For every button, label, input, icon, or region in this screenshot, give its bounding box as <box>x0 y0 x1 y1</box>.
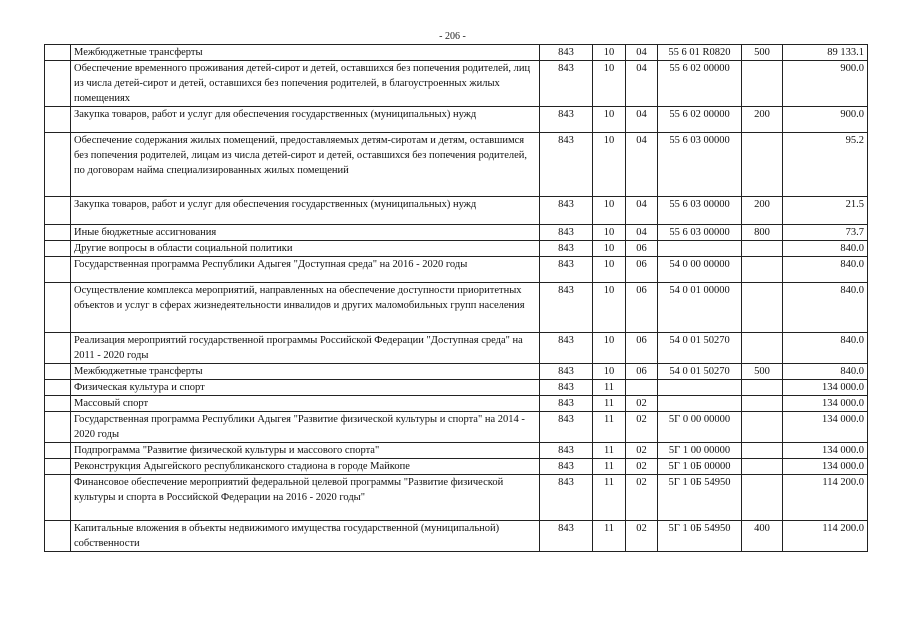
row-rz: 10 <box>593 333 626 364</box>
row-csr: 54 0 01 50270 <box>658 333 742 364</box>
row-vr <box>742 459 783 475</box>
row-pr: 06 <box>626 333 658 364</box>
row-number <box>45 521 71 552</box>
row-csr: 55 6 03 00000 <box>658 197 742 225</box>
row-pr: 02 <box>626 412 658 443</box>
row-amount: 840.0 <box>783 257 868 283</box>
row-pr: 04 <box>626 133 658 197</box>
row-rz: 11 <box>593 459 626 475</box>
row-rz: 10 <box>593 133 626 197</box>
row-number <box>45 225 71 241</box>
row-pr: 06 <box>626 283 658 333</box>
table-row <box>45 197 868 225</box>
table-row <box>45 107 868 133</box>
row-number <box>45 241 71 257</box>
row-pr: 04 <box>626 45 658 61</box>
row-name: Межбюджетные трансферты <box>71 364 540 380</box>
row-rz: 10 <box>593 257 626 283</box>
row-vr <box>742 133 783 197</box>
row-rz: 11 <box>593 475 626 521</box>
row-pr: 04 <box>626 107 658 133</box>
row-name: Физическая культура и спорт <box>71 380 540 396</box>
row-name: Осуществление комплекса мероприятий, направленных на обеспечение доступности приоритетных объектов и услуг в сферах жизнедеятельности инвалидов и других маломобильных групп населения <box>71 283 540 333</box>
row-ved: 843 <box>540 45 593 61</box>
row-csr <box>658 396 742 412</box>
row-csr: 5Г 1 0Б 00000 <box>658 459 742 475</box>
row-amount: 840.0 <box>783 333 868 364</box>
row-vr: 400 <box>742 521 783 552</box>
row-name: Другие вопросы в области социальной политики <box>71 241 540 257</box>
table-row <box>45 225 868 241</box>
row-pr: 06 <box>626 257 658 283</box>
row-vr <box>742 61 783 107</box>
row-pr: 04 <box>626 197 658 225</box>
row-csr: 54 0 01 00000 <box>658 283 742 333</box>
row-number <box>45 396 71 412</box>
row-name: Капитальные вложения в объекты недвижимого имущества государственной (муниципальной) собственности <box>71 521 540 552</box>
row-ved: 843 <box>540 521 593 552</box>
row-ved: 843 <box>540 475 593 521</box>
row-rz: 11 <box>593 443 626 459</box>
row-number <box>45 459 71 475</box>
row-number <box>45 283 71 333</box>
row-rz: 11 <box>593 521 626 552</box>
row-rz: 10 <box>593 197 626 225</box>
row-csr <box>658 241 742 257</box>
table-row <box>45 412 868 443</box>
row-number <box>45 197 71 225</box>
row-number <box>45 107 71 133</box>
row-rz: 11 <box>593 380 626 396</box>
row-name: Иные бюджетные ассигнования <box>71 225 540 241</box>
row-pr: 02 <box>626 396 658 412</box>
row-csr: 55 6 02 00000 <box>658 61 742 107</box>
table-row <box>45 396 868 412</box>
table-row <box>45 475 868 521</box>
row-pr: 02 <box>626 521 658 552</box>
row-name: Закупка товаров, работ и услуг для обеспечения государственных (муниципальных) нужд <box>71 197 540 225</box>
row-amount: 134 000.0 <box>783 396 868 412</box>
row-vr: 500 <box>742 45 783 61</box>
row-amount: 840.0 <box>783 364 868 380</box>
row-amount: 840.0 <box>783 241 868 257</box>
row-ved: 843 <box>540 380 593 396</box>
table-row <box>45 333 868 364</box>
row-rz: 11 <box>593 396 626 412</box>
row-csr <box>658 380 742 396</box>
row-amount: 134 000.0 <box>783 412 868 443</box>
row-rz: 11 <box>593 412 626 443</box>
row-vr: 500 <box>742 364 783 380</box>
row-name: Закупка товаров, работ и услуг для обеспечения государственных (муниципальных) нужд <box>71 107 540 133</box>
row-rz: 10 <box>593 225 626 241</box>
row-name: Подпрограмма "Развитие физической культуры и массового спорта" <box>71 443 540 459</box>
row-amount: 134 000.0 <box>783 380 868 396</box>
row-ved: 843 <box>540 396 593 412</box>
table-row <box>45 283 868 333</box>
row-amount: 21.5 <box>783 197 868 225</box>
row-amount: 840.0 <box>783 283 868 333</box>
row-vr <box>742 396 783 412</box>
row-csr: 55 6 03 00000 <box>658 225 742 241</box>
row-csr: 5Г 1 00 00000 <box>658 443 742 459</box>
table-row <box>45 521 868 552</box>
row-ved: 843 <box>540 257 593 283</box>
row-csr: 5Г 1 0Б 54950 <box>658 521 742 552</box>
row-ved: 843 <box>540 459 593 475</box>
row-vr <box>742 380 783 396</box>
table-row <box>45 45 868 61</box>
row-amount: 134 000.0 <box>783 459 868 475</box>
row-csr: 5Г 1 0Б 54950 <box>658 475 742 521</box>
row-pr: 02 <box>626 459 658 475</box>
row-ved: 843 <box>540 241 593 257</box>
row-vr: 800 <box>742 225 783 241</box>
row-pr: 06 <box>626 364 658 380</box>
row-rz: 10 <box>593 364 626 380</box>
table-row <box>45 61 868 107</box>
row-amount: 900.0 <box>783 107 868 133</box>
row-vr: 200 <box>742 107 783 133</box>
table-row <box>45 443 868 459</box>
row-rz: 10 <box>593 107 626 133</box>
row-number <box>45 412 71 443</box>
row-number <box>45 443 71 459</box>
row-ved: 843 <box>540 225 593 241</box>
row-csr: 55 6 02 00000 <box>658 107 742 133</box>
row-rz: 10 <box>593 241 626 257</box>
row-name: Государственная программа Республики Адыгея "Доступная среда" на 2016 - 2020 годы <box>71 257 540 283</box>
row-pr: 06 <box>626 241 658 257</box>
row-pr: 02 <box>626 443 658 459</box>
row-ved: 843 <box>540 107 593 133</box>
row-amount: 73.7 <box>783 225 868 241</box>
table-row <box>45 133 868 197</box>
row-amount: 114 200.0 <box>783 475 868 521</box>
row-name: Финансовое обеспечение мероприятий федеральной целевой программы "Развитие физической культуры и спорта в Российской Федерации на 2016 - 2020 годы" <box>71 475 540 521</box>
row-number <box>45 475 71 521</box>
row-ved: 843 <box>540 133 593 197</box>
row-number <box>45 133 71 197</box>
row-vr <box>742 241 783 257</box>
row-name: Реализация мероприятий государственной программы Российской Федерации "Доступная среда" на 2011 - 2020 годы <box>71 333 540 364</box>
row-pr <box>626 380 658 396</box>
row-ved: 843 <box>540 412 593 443</box>
row-name: Обеспечение содержания жилых помещений, предоставляемых детям-сиротам и детям, оставшимся без попечения родителей, лицам из числа детей-сирот и детей, оставшихся без попечения родителей, по договорам найма специализированных жилых помещений <box>71 133 540 197</box>
row-vr <box>742 283 783 333</box>
row-rz: 10 <box>593 283 626 333</box>
row-amount: 114 200.0 <box>783 521 868 552</box>
row-vr <box>742 412 783 443</box>
table-row <box>45 241 868 257</box>
row-rz: 10 <box>593 45 626 61</box>
row-name: Массовый спорт <box>71 396 540 412</box>
table-body <box>45 45 868 552</box>
row-number <box>45 380 71 396</box>
row-vr <box>742 443 783 459</box>
row-number <box>45 61 71 107</box>
row-vr <box>742 475 783 521</box>
page-number: - 206 - <box>439 31 466 42</box>
row-vr: 200 <box>742 197 783 225</box>
table-row <box>45 364 868 380</box>
row-number <box>45 364 71 380</box>
row-ved: 843 <box>540 61 593 107</box>
budget-table <box>44 44 868 552</box>
row-csr: 55 6 03 00000 <box>658 133 742 197</box>
row-name: Межбюджетные трансферты <box>71 45 540 61</box>
table-row <box>45 380 868 396</box>
row-number <box>45 333 71 364</box>
row-name: Государственная программа Республики Адыгея "Развитие физической культуры и спорта" на 2014 - 2020 годы <box>71 412 540 443</box>
row-amount: 95.2 <box>783 133 868 197</box>
row-csr: 55 6 01 R0820 <box>658 45 742 61</box>
row-number <box>45 45 71 61</box>
row-ved: 843 <box>540 443 593 459</box>
row-pr: 04 <box>626 61 658 107</box>
row-csr: 54 0 01 50270 <box>658 364 742 380</box>
row-csr: 5Г 0 00 00000 <box>658 412 742 443</box>
row-pr: 02 <box>626 475 658 521</box>
row-vr <box>742 333 783 364</box>
row-ved: 843 <box>540 333 593 364</box>
row-amount: 89 133.1 <box>783 45 868 61</box>
row-pr: 04 <box>626 225 658 241</box>
table-row <box>45 257 868 283</box>
row-number <box>45 257 71 283</box>
row-name: Реконструкция Адыгейского республиканского стадиона в городе Майкопе <box>71 459 540 475</box>
row-amount: 900.0 <box>783 61 868 107</box>
row-ved: 843 <box>540 197 593 225</box>
row-rz: 10 <box>593 61 626 107</box>
row-name: Обеспечение временного проживания детей-сирот и детей, оставшихся без попечения родителей, лиц из числа детей-сирот и детей, оставшихся без попечения родителей, в благоустроенных жилых помещениях <box>71 61 540 107</box>
row-amount: 134 000.0 <box>783 443 868 459</box>
row-csr: 54 0 00 00000 <box>658 257 742 283</box>
row-ved: 843 <box>540 364 593 380</box>
row-ved: 843 <box>540 283 593 333</box>
table-row <box>45 459 868 475</box>
row-vr <box>742 257 783 283</box>
